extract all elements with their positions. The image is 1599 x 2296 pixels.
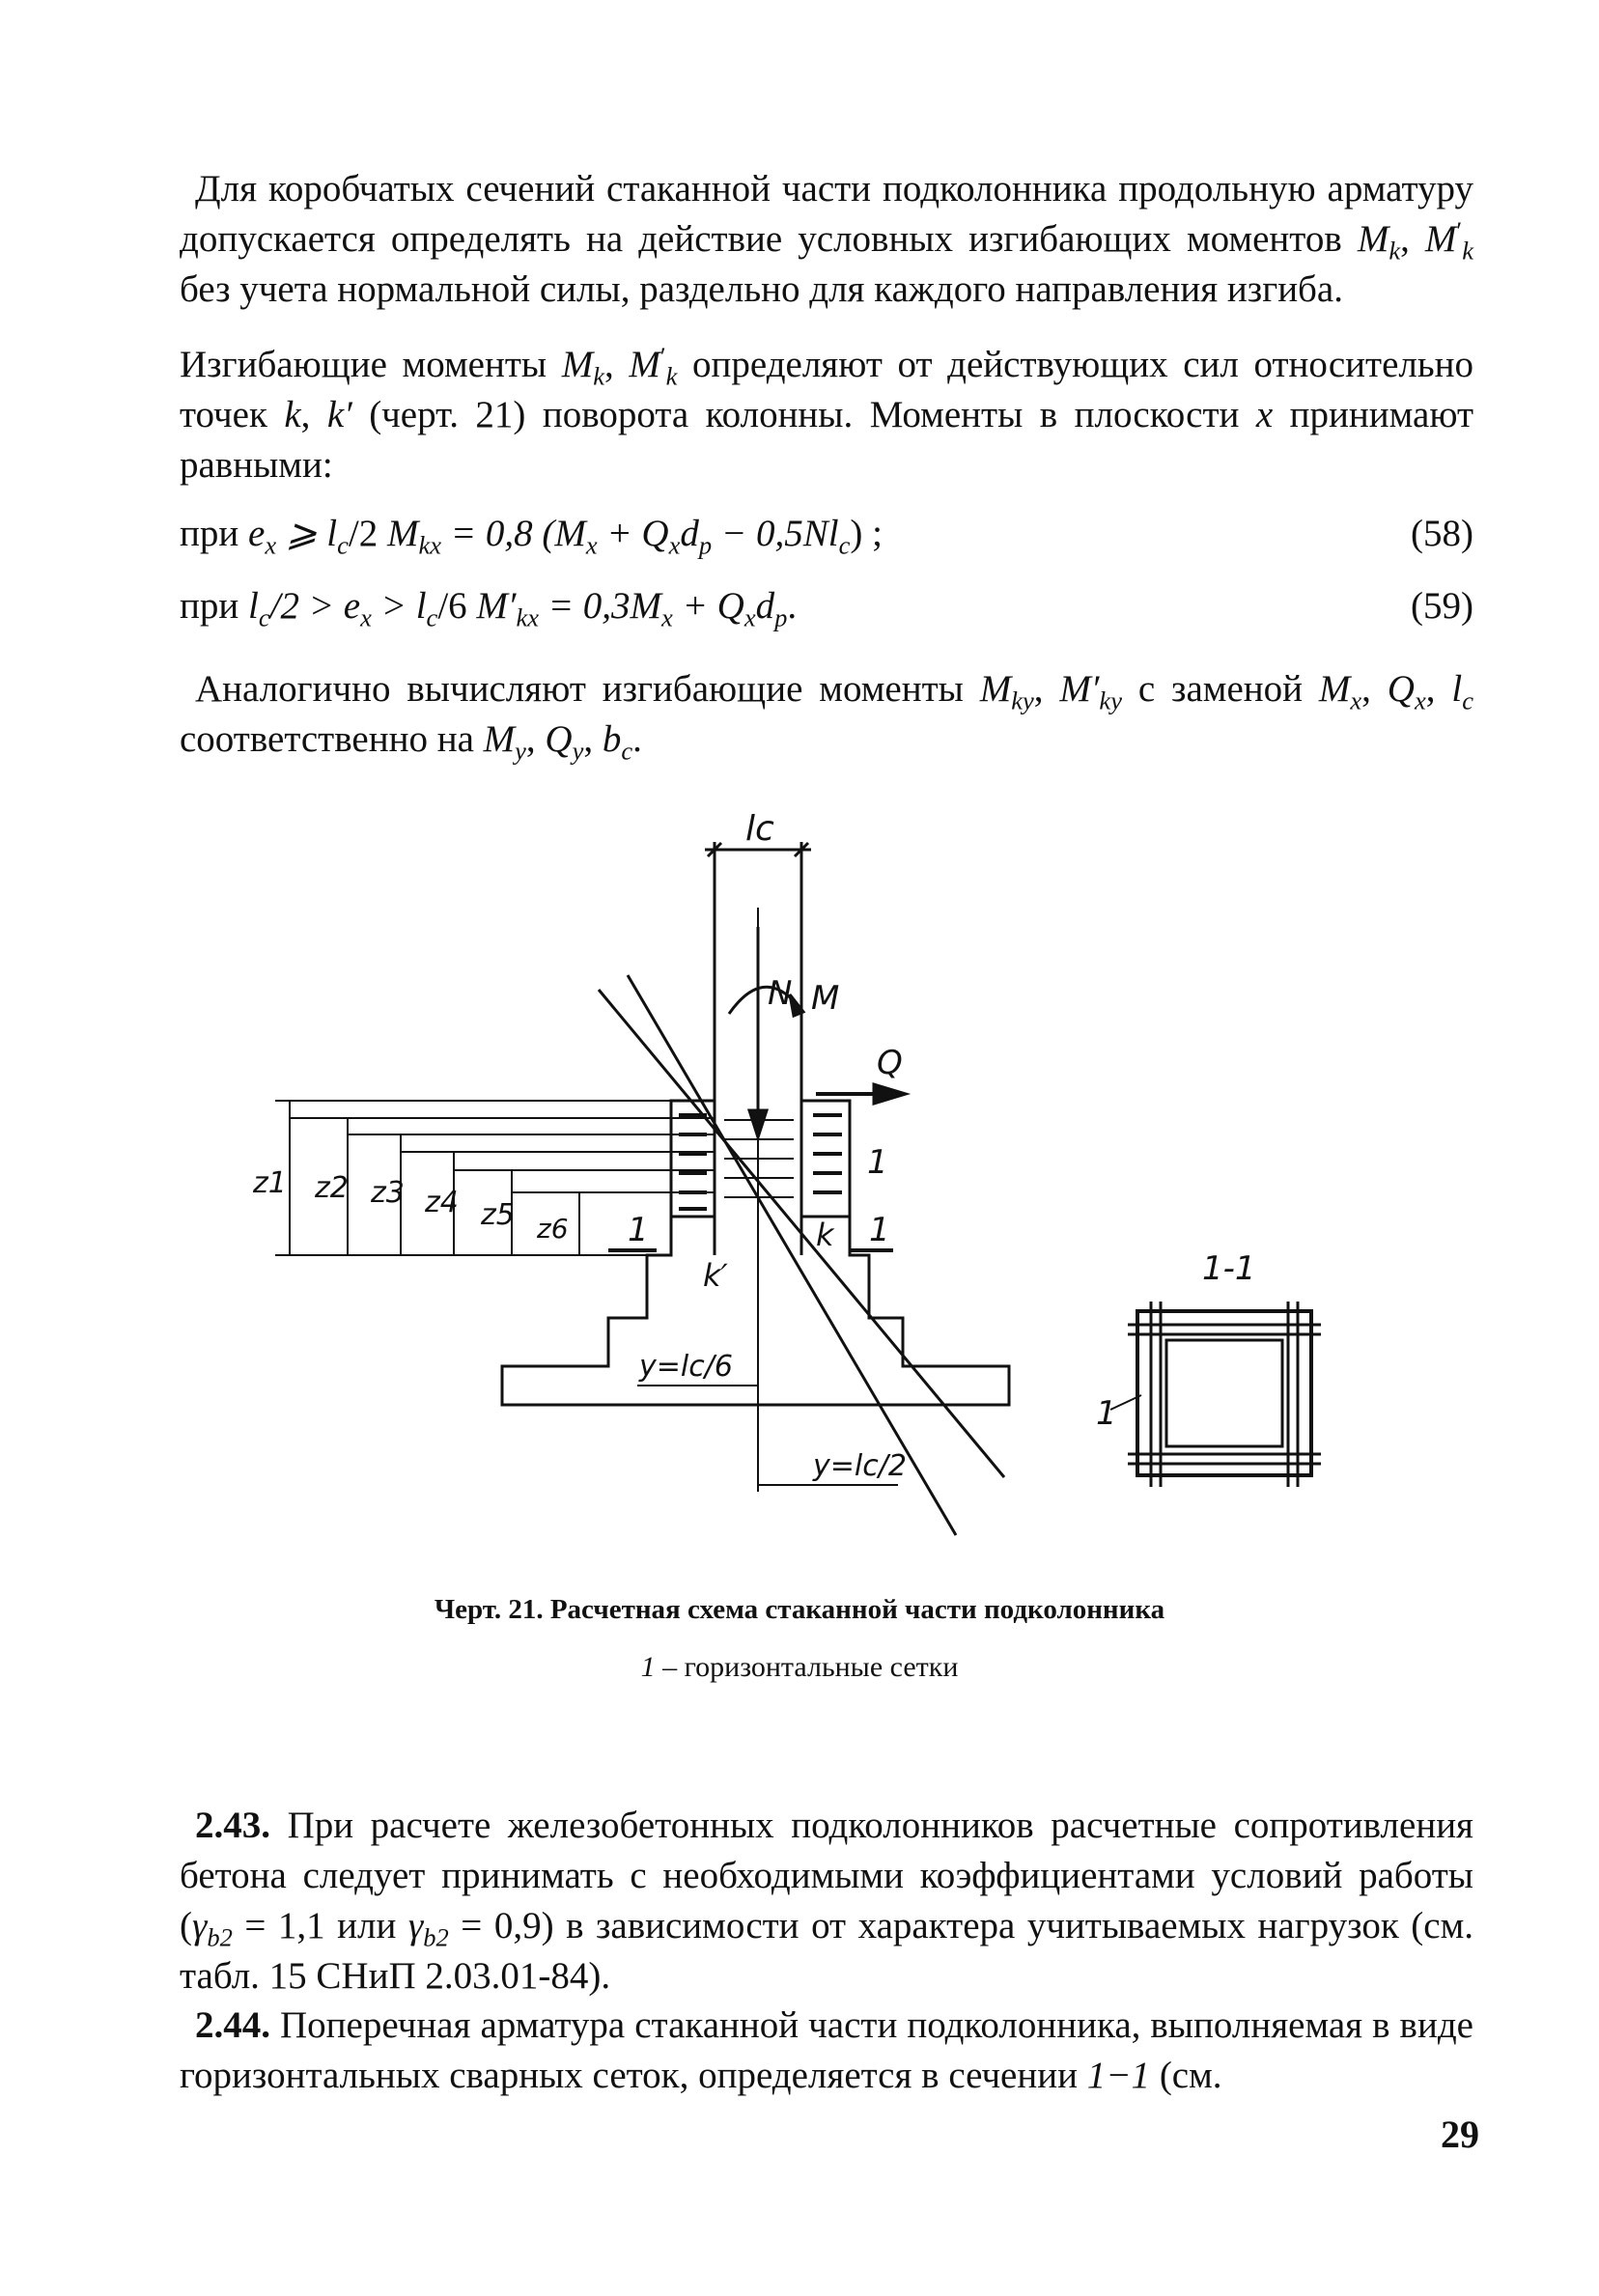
math-symbol: d (755, 585, 775, 627)
label-m: M (811, 979, 840, 1018)
label-k-prime: k′ (703, 1257, 728, 1294)
math-symbol: 1−1 (1086, 2055, 1151, 2096)
math-subscript: p (698, 530, 713, 560)
force-n-arrowhead (749, 1110, 767, 1137)
math-subscript: x (1414, 686, 1426, 715)
text-run: без учета нормальной силы, раздельно для каждого направления изгиба. (180, 268, 1343, 310)
equation-number: (59) (1411, 585, 1473, 627)
math-subscript: kx (516, 602, 539, 632)
math-subscript: x (585, 530, 598, 560)
math-subscript: k (1389, 236, 1401, 266)
label-section-mesh: 1 (1096, 1394, 1117, 1433)
section-mesh-lines (1128, 1302, 1321, 1487)
math-superscript: ′ (659, 342, 666, 372)
text-run: /2 (348, 513, 387, 554)
figure-caption: Черт. 21. Расчетная схема стаканной части подколонника (434, 1594, 1165, 1625)
text-run: , (300, 394, 327, 435)
math-symbol: l (248, 585, 259, 627)
label-mesh: 1 (867, 1143, 888, 1182)
text-run: , (1361, 668, 1388, 710)
legend-text: – горизонтальные сетки (655, 1651, 959, 1683)
text-run: , (1400, 218, 1425, 260)
math-symbol: + Q (597, 513, 669, 554)
math-subscript: y (572, 736, 584, 766)
text-run: /6 (437, 585, 477, 627)
label-k: k (816, 1217, 834, 1253)
mesh-marks-right (813, 1115, 842, 1192)
math-subscript: c (337, 530, 349, 560)
text-run: = 0,9) в зависимости от характера учитываемых нагрузок (см. табл. 15 СНиП 2.03.01-84). (180, 1905, 1474, 1997)
label-z4: z4 (425, 1186, 459, 1219)
legend-number: 1 (640, 1651, 656, 1683)
text-run: ) ; (850, 513, 883, 554)
math-symbol: M (629, 344, 660, 385)
text-run: , (1033, 668, 1060, 710)
text-run: при (180, 513, 248, 554)
force-q-arrowhead (874, 1084, 906, 1104)
math-subscript: kx (418, 530, 442, 560)
math-symbol: M (1318, 668, 1351, 710)
math-subscript: b2 (207, 1922, 233, 1952)
label-section-title: 1-1 (1202, 1249, 1256, 1288)
label-z1: z1 (253, 1166, 287, 1200)
text-run: , (583, 718, 603, 760)
math-symbol: Q (545, 718, 573, 760)
text-run: . (787, 585, 798, 627)
mesh-marks-left (679, 1115, 707, 1209)
math-symbol: k′ (326, 394, 352, 435)
text-run: , (1425, 668, 1452, 710)
text-run: Изгибающие моменты (180, 344, 562, 385)
math-symbol: M (483, 718, 516, 760)
label-q: Q (877, 1044, 903, 1082)
math-symbol: = 0,3M (538, 585, 662, 627)
math-symbol: b (602, 718, 622, 760)
math-symbol: M (1357, 218, 1389, 260)
math-symbol: x (1255, 394, 1274, 435)
text-run: (черт. 21) поворота колонны. Моменты в плоскости (351, 394, 1256, 435)
label-y-lc2: y=lc/2 (813, 1449, 907, 1483)
text-run: Аналогично вычисляют изгибающие моменты (195, 668, 980, 710)
rotation-line-b (628, 975, 956, 1535)
math-subscript: k (1462, 236, 1474, 266)
math-subscript: c (258, 602, 270, 632)
text-run: При расчете железобетонных подколонников расчетные сопротивления бетона следует принимать с необходимыми коэффициентами условий работы ( (180, 1805, 1473, 1946)
math-subscript: x (661, 602, 673, 632)
section-inner (1166, 1340, 1282, 1446)
math-symbol: d (680, 513, 699, 554)
label-n: N (768, 974, 793, 1013)
label-z3: z3 (371, 1176, 405, 1210)
math-subscript: x (265, 530, 277, 560)
figure-legend (0, 1651, 1599, 1684)
math-subscript: c (838, 530, 851, 560)
math-symbol: M′ (476, 585, 517, 627)
math-symbol: = 0,8 (M (441, 513, 586, 554)
paragraph-2-44 (180, 2001, 1473, 2101)
text-run: , (603, 344, 630, 385)
math-symbol: γ (192, 1905, 208, 1946)
label-y-lc6: y=lc/6 (639, 1350, 733, 1384)
label-z5: z5 (481, 1198, 515, 1232)
math-symbol: M′ (1059, 668, 1100, 710)
text-run: Поперечная арматура стаканной части подколонника, выполняемая в виде горизонтальных сварных сеток, определяется в сечении (180, 2004, 1473, 2096)
math-subscript: x (743, 602, 756, 632)
math-symbol: M (1424, 218, 1457, 260)
text-run: Для коробчатых сечений стаканной части подколонника продольную арматуру допускается определять на действие условных изгибающих моментов (180, 168, 1473, 260)
math-symbol: M (386, 513, 419, 554)
math-subscript: c (426, 602, 438, 632)
section-number: 2.44. (195, 2004, 270, 2046)
math-subscript: b2 (423, 1922, 449, 1952)
math-subscript: x (1350, 686, 1362, 715)
text-run: , (525, 718, 546, 760)
label-section-right: 1 (869, 1211, 890, 1249)
math-symbol: /2 > e (269, 585, 361, 627)
text-run: с заменой (1121, 668, 1319, 710)
math-symbol: k (284, 394, 301, 435)
text-run: принимают равными: (180, 394, 1474, 486)
math-symbol: γ (407, 1905, 424, 1946)
label-lc: lc (745, 809, 774, 849)
math-subscript: p (774, 602, 788, 632)
text-run: (см. (1150, 2055, 1222, 2096)
math-symbol: M (979, 668, 1012, 710)
text-run: соответственно на (180, 718, 484, 760)
label-z2: z2 (315, 1171, 349, 1205)
math-symbol: M (561, 344, 594, 385)
page-number: 29 (1441, 2113, 1479, 2156)
math-symbol: + Q (672, 585, 744, 627)
math-symbol: − 0,5Nl (712, 513, 839, 554)
text-run: = 1,1 или (232, 1905, 408, 1946)
text-run: . (632, 718, 642, 760)
math-subscript: x (360, 602, 372, 632)
math-symbol: e (248, 513, 266, 554)
socket-wall-right (801, 1101, 850, 1217)
math-symbol: l (1451, 668, 1463, 710)
text-run: определяют от действующих сил относительно точек (180, 344, 1473, 435)
math-subscript: ky (1099, 686, 1122, 715)
section-number: 2.43. (195, 1805, 270, 1846)
paragraph-2-43 (180, 1801, 1473, 2002)
math-subscript: y (515, 736, 526, 766)
math-symbol: ⩾ l (276, 513, 338, 554)
math-subscript: ky (1011, 686, 1034, 715)
math-subscript: k (593, 361, 604, 391)
text-run: при (180, 585, 248, 627)
equation-number: (58) (1411, 513, 1473, 554)
math-subscript: x (668, 530, 681, 560)
foundation-outline (502, 1217, 1009, 1405)
math-subscript: c (1462, 686, 1474, 715)
math-symbol: > l (371, 585, 427, 627)
math-superscript: ′ (1456, 216, 1463, 246)
math-subscript: k (665, 361, 678, 391)
label-section-left: 1 (628, 1211, 649, 1249)
math-symbol: Q (1387, 668, 1415, 710)
math-subscript: c (621, 736, 633, 766)
label-z6: z6 (537, 1213, 569, 1245)
